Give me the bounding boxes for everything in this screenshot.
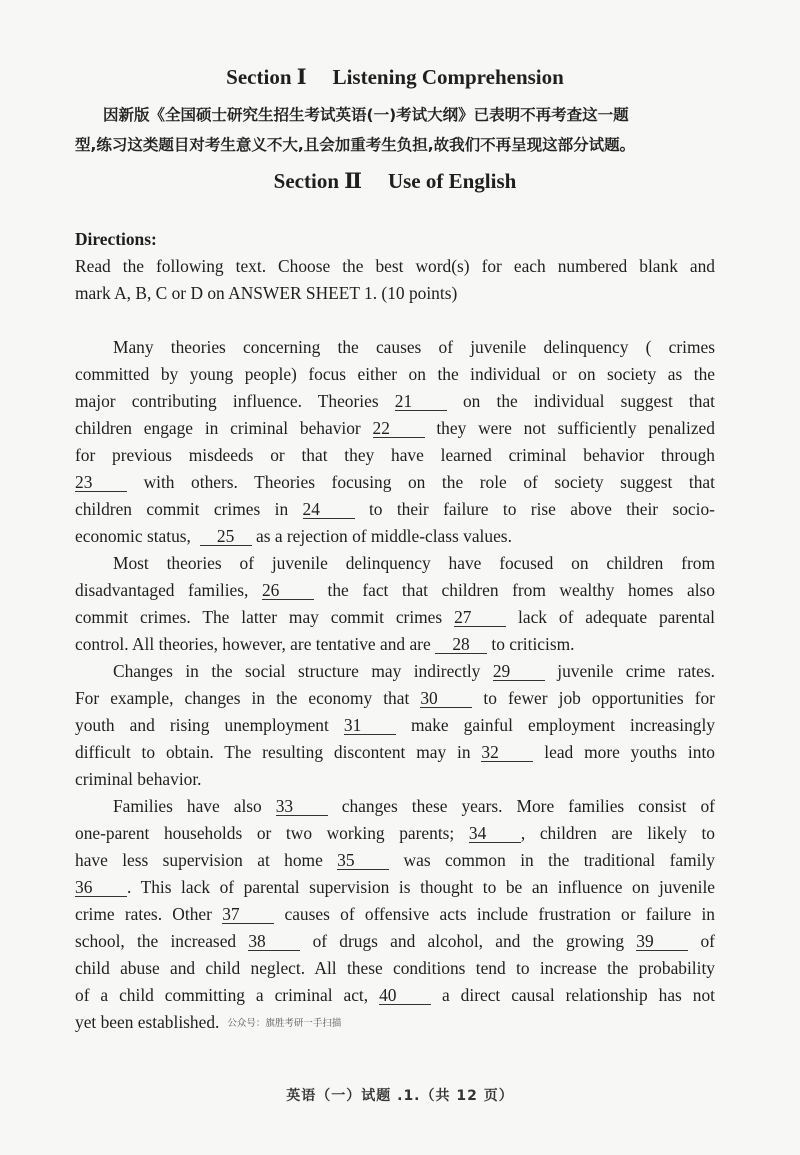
blank-26: 26 bbox=[262, 581, 314, 600]
passage-text: one-parent households or two working parents; bbox=[75, 823, 455, 843]
passage-text: children commit crimes in bbox=[75, 499, 289, 519]
watermark-text: 公众号：旗胜考研一手扫描 bbox=[227, 1018, 342, 1029]
passage-line bbox=[75, 498, 715, 525]
passage-line bbox=[75, 930, 715, 957]
section-1-title: Listening Comprehension bbox=[332, 65, 564, 89]
blank-29: 29 bbox=[493, 662, 545, 681]
passage-text: major contributing influence. Theories bbox=[75, 391, 379, 411]
passage-text: of drugs and alcohol, and the growing bbox=[312, 931, 625, 951]
passage-text: on the individual suggest that bbox=[462, 391, 716, 411]
passage-line bbox=[75, 984, 715, 1011]
passage-text: yet been established. bbox=[75, 1012, 220, 1032]
passage-text: commit crimes. The latter may commit crimes bbox=[75, 607, 443, 627]
section-2-number: Section Ⅱ bbox=[273, 169, 362, 193]
passage-line bbox=[75, 1011, 715, 1038]
passage-line bbox=[75, 795, 715, 822]
passage-text: children engage in criminal behavior bbox=[75, 418, 361, 438]
passage-text: of a child committing a criminal act, bbox=[75, 985, 369, 1005]
section-2-heading bbox=[75, 168, 715, 194]
passage-text: , children are likely to bbox=[520, 823, 716, 843]
passage-text: causes of offensive acts include frustration or failure in bbox=[284, 904, 715, 924]
passage-line bbox=[75, 714, 715, 741]
passage-line: child abuse and child neglect. All these conditions tend to increase the probability bbox=[75, 958, 715, 978]
passage-line bbox=[75, 417, 715, 444]
passage-line: Most theories of juvenile delinquency have focused on children from bbox=[113, 553, 715, 573]
section-1-note-line-2: 型,练习这类题目对考生意义不大,且会加重考生负担,故我们不再呈现这部分试题。 bbox=[75, 136, 636, 154]
blank-28: 28 bbox=[435, 635, 487, 654]
directions-heading: Directions: bbox=[75, 229, 157, 249]
passage-text: the fact that children from wealthy homes also bbox=[327, 580, 715, 600]
blank-34: 34 bbox=[469, 824, 521, 843]
passage-text: a direct causal relationship has not bbox=[442, 985, 715, 1005]
blank-27: 27 bbox=[454, 608, 506, 627]
passage-text: to criticism. bbox=[491, 634, 575, 654]
passage-line bbox=[75, 849, 715, 876]
passage-text: . This lack of parental supervision is thought to be an influence on juvenile bbox=[127, 877, 715, 897]
passage-line bbox=[75, 579, 715, 606]
blank-38: 38 bbox=[248, 932, 300, 951]
section-1-number: Section Ⅰ bbox=[226, 65, 307, 89]
blank-30: 30 bbox=[420, 689, 472, 708]
passage-line bbox=[75, 822, 715, 849]
passage-text: have less supervision at home bbox=[75, 850, 323, 870]
directions-line-2: mark A, B, C or D on ANSWER SHEET 1. (10 points) bbox=[75, 283, 458, 303]
blank-40: 40 bbox=[379, 986, 431, 1005]
blank-25: 25 bbox=[200, 527, 252, 546]
passage-text: to fewer job opportunities for bbox=[483, 688, 715, 708]
passage-line: criminal behavior. bbox=[75, 769, 202, 789]
section-1-heading bbox=[75, 64, 715, 90]
passage-text: Changes in the social structure may indirectly bbox=[113, 661, 481, 681]
passage-text: lead more youths into bbox=[544, 742, 715, 762]
section-2-title: Use of English bbox=[387, 169, 517, 193]
directions-line-1: Read the following text. Choose the best word(s) for each numbered blank and bbox=[75, 256, 715, 276]
blank-37: 37 bbox=[222, 905, 274, 924]
passage-text: they were not sufficiently penalized bbox=[436, 418, 715, 438]
passage-text: of bbox=[700, 931, 715, 951]
passage-text: juvenile crime rates. bbox=[557, 661, 715, 681]
passage-text: as a rejection of middle-class values. bbox=[255, 526, 512, 546]
passage-line bbox=[75, 606, 715, 633]
passage-line bbox=[75, 903, 715, 930]
passage-text: make gainful employment increasingly bbox=[410, 715, 715, 735]
blank-35: 35 bbox=[337, 851, 389, 870]
passage-line bbox=[75, 687, 715, 714]
passage-line: for previous misdeeds or that they have learned criminal behavior through bbox=[75, 445, 715, 465]
passage-line bbox=[75, 741, 715, 768]
blank-39: 39 bbox=[636, 932, 688, 951]
blank-36: 36 bbox=[75, 878, 127, 897]
passage-text: disadvantaged families, bbox=[75, 580, 249, 600]
page-footer: 英语（一）试题 .1.（共 12 页） bbox=[286, 1088, 514, 1104]
passage-text: Families have also bbox=[113, 796, 262, 816]
passage-line bbox=[75, 876, 715, 903]
passage-text: crime rates. Other bbox=[75, 904, 212, 924]
passage-line: Many theories concerning the causes of juvenile delinquency ( crimes bbox=[113, 337, 715, 357]
blank-31: 31 bbox=[344, 716, 396, 735]
passage-text: was common in the traditional family bbox=[403, 850, 715, 870]
passage-line bbox=[75, 390, 715, 417]
passage-text: youth and rising unemployment bbox=[75, 715, 329, 735]
passage-line: committed by young people) focus either on the individual or on society as the bbox=[75, 364, 715, 384]
blank-32: 32 bbox=[481, 743, 533, 762]
passage-line bbox=[75, 471, 715, 498]
passage-text: difficult to obtain. The resulting discontent may in bbox=[75, 742, 471, 762]
section-1-note-line-1: 因新版《全国硕士研究生招生考试英语(一)考试大纲》已表明不再考查这一题 bbox=[103, 106, 629, 124]
passage-text: economic status, bbox=[75, 526, 191, 546]
blank-24: 24 bbox=[303, 500, 355, 519]
passage-text: school, the increased bbox=[75, 931, 237, 951]
blank-21: 21 bbox=[395, 392, 447, 411]
blank-33: 33 bbox=[276, 797, 328, 816]
passage-text: changes these years. More families consist of bbox=[341, 796, 715, 816]
passage-line bbox=[75, 660, 715, 687]
passage-text: control. All theories, however, are tentative and are bbox=[75, 634, 431, 654]
passage-line bbox=[75, 633, 715, 660]
blank-23: 23 bbox=[75, 473, 127, 492]
passage-line bbox=[75, 525, 715, 552]
passage-text: to their failure to rise above their socio- bbox=[368, 499, 715, 519]
passage-text: lack of adequate parental bbox=[518, 607, 715, 627]
passage-text: with others. Theories focusing on the role of society suggest that bbox=[143, 472, 715, 492]
blank-22: 22 bbox=[373, 419, 425, 438]
passage-text: For example, changes in the economy that bbox=[75, 688, 410, 708]
